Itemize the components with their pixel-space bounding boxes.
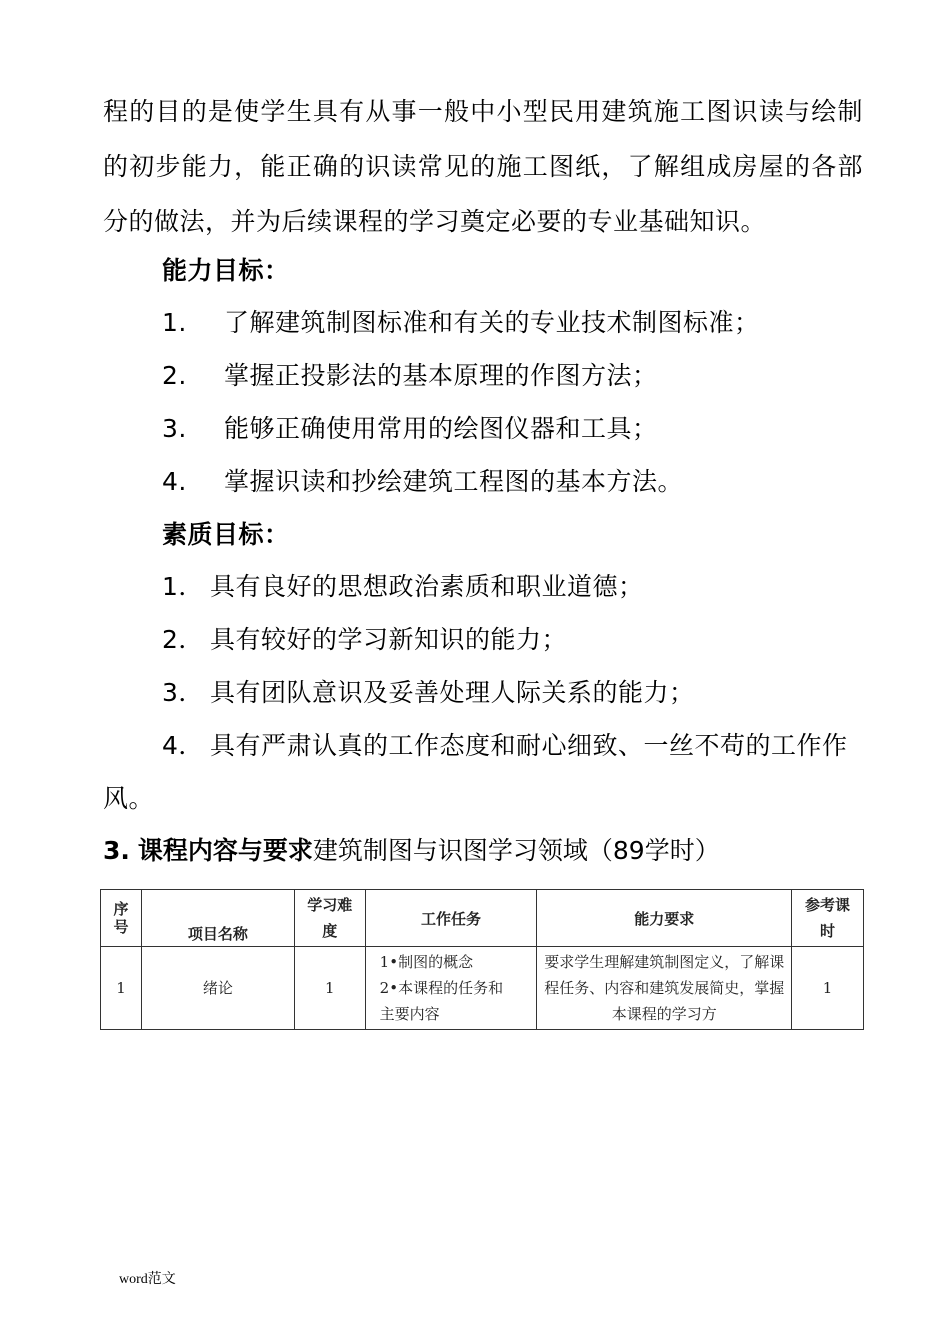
cell-work-task [365, 947, 537, 1030]
table-header-row [101, 890, 864, 947]
quality-item-2: 2． 具有较好的学习新知识的能力； [162, 625, 568, 654]
quality-item-3: 3． 具有团队意识及妥善处理人际关系的能力； [162, 678, 695, 707]
task-line-2: 2•本课程的任务和 [379, 979, 504, 997]
table-row [101, 947, 864, 1030]
intro-line-3: 分的做法，并为后续课程的学习奠定必要的专业基础知识。 [103, 207, 767, 236]
course-content-table [100, 889, 864, 1030]
header-seq: 序号 [101, 890, 142, 947]
cell-ability-req: 要求学生理解建筑制图定义，了解课程任务、内容和建筑发展简史，掌握本课程的学习方 [537, 947, 792, 1030]
intro-line-2: 的初步能力，能正确的识读常见的施工图纸，了解组成房屋的各部 [103, 152, 863, 181]
cell-seq: 1 [101, 947, 142, 1030]
header-ref-hours: 参考课时 [792, 890, 864, 947]
ability-item-2: 2. 掌握正投影法的基本原理的作图方法； [162, 361, 658, 390]
quality-heading: 素质目标： [162, 520, 290, 549]
footer-watermark: word范文 [119, 1272, 176, 1287]
task-line-1: 1•制图的概念 [379, 953, 474, 971]
task-line-3: 主要内容 [379, 1005, 440, 1023]
intro-line-1: 程的目的是使学生具有从事一般中小型民用建筑施工图识读与绘制 [103, 97, 863, 126]
header-difficulty: 学习难度 [294, 890, 365, 947]
header-project-name: 项目名称 [141, 890, 294, 947]
cell-project-name: 绪论 [141, 947, 294, 1030]
quality-item-4: 4． 具有严肃认真的工作态度和耐心细致、一丝不苟的工作作 [162, 731, 848, 760]
section-3-number: 3. [103, 836, 130, 865]
ability-item-1: 1. 了解建筑制图标准和有关的专业技术制图标准； [162, 308, 760, 337]
ability-item-3: 3. 能够正确使用常用的绘图仪器和工具； [162, 414, 658, 443]
cell-difficulty: 1 [294, 947, 365, 1030]
ability-item-4: 4. 掌握识读和抄绘建筑工程图的基本方法。 [162, 467, 684, 496]
ability-heading: 能力目标： [162, 256, 290, 285]
section-3-subtitle: 建筑制图与识图学习领域（89学时） [312, 836, 720, 865]
section-3-heading [103, 835, 720, 867]
intro-paragraph [103, 84, 863, 249]
cell-ref-hours: 1 [792, 947, 864, 1030]
quality-item-1: 1． 具有良好的思想政治素质和职业道德； [162, 572, 644, 601]
header-ability-req: 能力要求 [537, 890, 792, 947]
header-work-task: 工作任务 [365, 890, 537, 947]
section-3-title: 课程内容与要求 [137, 836, 313, 865]
quality-item-4-continued: 风。 [103, 784, 155, 813]
